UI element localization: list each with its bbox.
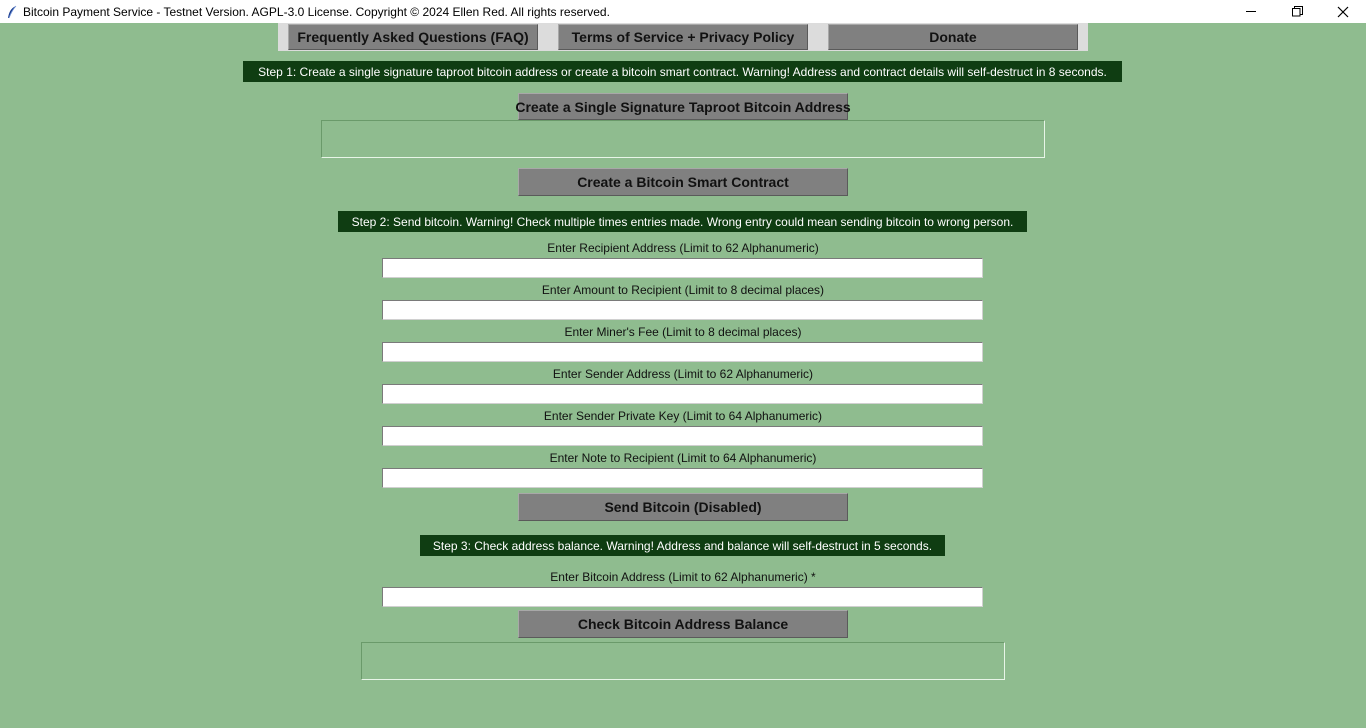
check-balance-button[interactable]: Check Bitcoin Address Balance — [518, 610, 848, 638]
create-smart-contract-button[interactable]: Create a Bitcoin Smart Contract — [518, 168, 848, 196]
terms-button[interactable]: Terms of Service + Privacy Policy — [558, 24, 808, 50]
miner-fee-label: Enter Miner's Fee (Limit to 8 decimal places) — [564, 325, 802, 339]
bitcoin-address-label: Enter Bitcoin Address (Limit to 62 Alphanumeric) * — [550, 570, 816, 584]
miner-fee-input[interactable] — [382, 342, 983, 362]
sender-address-label: Enter Sender Address (Limit to 62 Alphanumeric) — [552, 367, 814, 381]
bitcoin-address-input[interactable] — [382, 587, 983, 607]
window-title: Bitcoin Payment Service - Testnet Version. AGPL-3.0 License. Copyright © 2024 Ellen Red. All rights reserved. — [23, 4, 610, 19]
note-label: Enter Note to Recipient (Limit to 64 Alphanumeric) — [549, 451, 817, 465]
amount-label: Enter Amount to Recipient (Limit to 8 decimal places) — [541, 283, 825, 297]
address-output — [321, 120, 1045, 158]
step2-banner: Step 2: Send bitcoin. Warning! Check multiple times entries made. Wrong entry could mean sending bitcoin to wrong person. — [338, 211, 1027, 232]
recipient-address-label: Enter Recipient Address (Limit to 62 Alphanumeric) — [547, 241, 819, 255]
close-icon — [1337, 6, 1349, 18]
window-controls — [1228, 0, 1366, 23]
faq-button[interactable]: Frequently Asked Questions (FAQ) — [288, 24, 538, 50]
restore-button[interactable] — [1274, 0, 1320, 23]
feather-icon — [5, 5, 19, 19]
send-bitcoin-button[interactable]: Send Bitcoin (Disabled) — [518, 493, 848, 521]
close-button[interactable] — [1320, 0, 1366, 23]
note-input[interactable] — [382, 468, 983, 488]
sender-address-input[interactable] — [382, 384, 983, 404]
window-titlebar — [0, 0, 1366, 23]
donate-button[interactable]: Donate — [828, 24, 1078, 50]
minimize-icon — [1246, 6, 1257, 17]
sender-private-key-label: Enter Sender Private Key (Limit to 64 Alphanumeric) — [543, 409, 823, 423]
restore-icon — [1292, 6, 1303, 17]
recipient-address-input[interactable] — [382, 258, 983, 278]
create-taproot-address-button[interactable]: Create a Single Signature Taproot Bitcoin Address — [518, 93, 848, 120]
balance-output — [361, 642, 1005, 680]
amount-input[interactable] — [382, 300, 983, 320]
step3-banner: Step 3: Check address balance. Warning! Address and balance will self-destruct in 5 seconds. — [420, 535, 945, 556]
minimize-button[interactable] — [1228, 0, 1274, 23]
sender-private-key-input[interactable] — [382, 426, 983, 446]
step1-banner: Step 1: Create a single signature taproot bitcoin address or create a bitcoin smart contract. Warning! Address and contract details will self-destruct in 8 seconds. — [243, 61, 1122, 82]
